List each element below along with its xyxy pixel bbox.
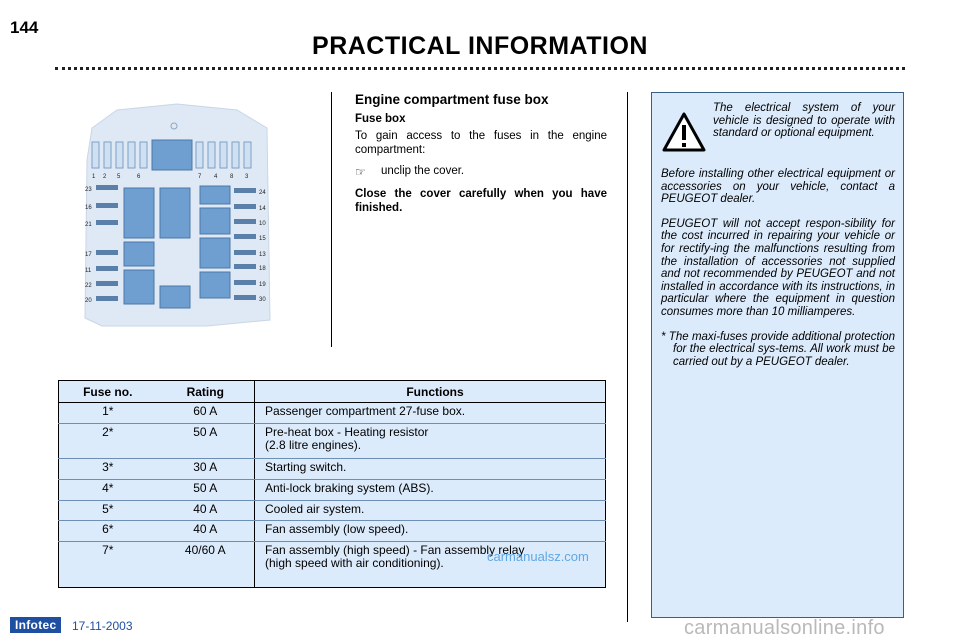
fuse-function: Starting switch. <box>255 459 606 480</box>
instructions-column <box>355 92 607 215</box>
fuse-label: 20 <box>85 298 92 304</box>
fuse-label: 4 <box>214 174 218 180</box>
table-row <box>59 403 606 424</box>
fuse-label: 7 <box>198 174 202 180</box>
fuse-rating: 50 A <box>157 423 255 459</box>
fuse-relay-large <box>152 140 192 170</box>
site-watermark: carmanualsonline.info <box>684 617 885 639</box>
relay-block <box>200 208 230 234</box>
print-date: 17-11-2003 <box>72 619 133 633</box>
fuse-number: 4* <box>59 479 157 500</box>
fuse-slot <box>116 142 123 168</box>
relay-block <box>124 242 154 266</box>
warning-panel <box>651 92 904 618</box>
relay-block <box>160 188 190 238</box>
mini-fuse <box>96 220 118 225</box>
closing-note: Close the cover carefully when you have finished. <box>355 188 607 214</box>
intro-text: To gain access to the fuses in the engine compartment: <box>355 130 607 156</box>
fuse-label: 11 <box>85 268 92 274</box>
function-line: (2.8 litre engines). <box>265 437 362 452</box>
mini-fuse <box>234 250 256 255</box>
fuse-label: 13 <box>259 252 266 258</box>
fuse-slot <box>244 142 251 168</box>
bullet-item <box>355 165 607 179</box>
mini-fuse <box>234 295 256 300</box>
warning-paragraph: PEUGEOT will not accept respon-sibility for the cost incurred in repairing your vehicle or for rectify-ing the malfunctions resulting from the installation of accessories not supplied and not recommended by PEUGEOT and not installed in accordance with its instructions, in particular where the equipment in question consumes more than 10 milliamperes. <box>661 217 895 318</box>
fuse-rating: 40 A <box>157 500 255 521</box>
pointing-hand-icon: ☞ <box>355 165 366 179</box>
page-number: 144 <box>10 18 39 37</box>
mini-fuse <box>96 185 118 190</box>
fuse-label: 16 <box>85 205 92 211</box>
fuse-label: 15 <box>259 236 266 242</box>
table-header-row <box>59 381 606 403</box>
column-header: Functions <box>255 381 606 403</box>
table-row <box>59 479 606 500</box>
mini-fuse <box>96 296 118 301</box>
fuse-label: 2 <box>103 174 107 180</box>
fuse-rating: 30 A <box>157 459 255 480</box>
fuse-slot <box>232 142 239 168</box>
fuse-label: 23 <box>85 187 92 193</box>
top-fuse-row <box>92 140 251 170</box>
fuse-label: 1 <box>92 174 96 180</box>
mini-fuse <box>234 234 256 239</box>
table-row <box>59 423 606 459</box>
fuse-label: 21 <box>85 222 92 228</box>
mini-fuse <box>234 204 256 209</box>
sub-heading: Fuse box <box>355 113 406 125</box>
fuse-number: 1* <box>59 403 157 424</box>
fuse-slot <box>104 142 111 168</box>
relay-block <box>200 238 230 268</box>
mini-fuse <box>234 219 256 224</box>
mini-fuse <box>96 203 118 208</box>
fuse-number: 5* <box>59 500 157 521</box>
fuse-label: 24 <box>259 190 266 196</box>
table-row <box>59 500 606 521</box>
fuse-label: 10 <box>259 221 266 227</box>
table-row <box>59 521 606 542</box>
fuse-function: Anti-lock braking system (ABS). <box>255 479 606 500</box>
fuse-rating: 60 A <box>157 403 255 424</box>
page-title: PRACTICAL INFORMATION <box>312 32 648 60</box>
mini-fuse <box>234 188 256 193</box>
fuse-function: Fan assembly (low speed). <box>255 521 606 542</box>
fuse-rating: 40/60 A <box>157 542 255 588</box>
mini-fuse <box>96 266 118 271</box>
fuse-label: 14 <box>259 206 266 212</box>
fuse-slot <box>208 142 215 168</box>
fuse-label: 5 <box>117 174 121 180</box>
fuse-rating: 40 A <box>157 521 255 542</box>
mini-fuse <box>234 264 256 269</box>
relay-block <box>200 186 230 204</box>
infotec-logo: Infotec <box>10 617 61 633</box>
function-line: Pre-heat box - Heating resistor <box>265 424 429 439</box>
relay-block <box>124 270 154 304</box>
relay-block <box>200 272 230 298</box>
fuse-label: 22 <box>85 283 92 289</box>
fuse-slot <box>128 142 135 168</box>
bullet-text: unclip the cover. <box>381 165 465 177</box>
function-line: Fan assembly (high speed) - Fan assembly relay <box>265 543 525 557</box>
column-header: Fuse no. <box>59 381 157 403</box>
fuse-label: 17 <box>85 252 92 258</box>
fuse-number: 3* <box>59 459 157 480</box>
fuse-label: 8 <box>230 174 234 180</box>
mini-fuse <box>234 280 256 285</box>
section-heading: Engine compartment fuse box <box>355 92 549 107</box>
dotted-separator <box>55 67 905 70</box>
fuse-label: 6 <box>137 174 141 180</box>
fuse-slot <box>220 142 227 168</box>
warning-triangle-icon <box>661 110 707 156</box>
warning-paragraph: Before installing other electrical equipment or accessories on your vehicle, contact a PEUGEOT dealer. <box>661 168 895 206</box>
fuse-function: Cooled air system. <box>255 500 606 521</box>
fuse-label: 3 <box>245 174 249 180</box>
fuse-number: 6* <box>59 521 157 542</box>
warning-lead: The electrical system of your vehicle is designed to operate with standard or optional equipment. <box>713 102 895 140</box>
column-divider-left <box>331 92 332 347</box>
column-divider-right <box>627 92 628 622</box>
fuse-label: 18 <box>259 266 266 272</box>
fuse-slot <box>92 142 99 168</box>
overlay-watermark: carmanualsz.com <box>487 549 589 564</box>
mini-fuse <box>96 250 118 255</box>
fuse-rating: 50 A <box>157 479 255 500</box>
fuse-function <box>255 423 606 459</box>
fuse-number: 2* <box>59 423 157 459</box>
table-row <box>59 459 606 480</box>
mini-fuse <box>96 281 118 286</box>
column-header: Rating <box>157 381 255 403</box>
relay-block <box>124 188 154 238</box>
fuse-number: 7* <box>102 543 114 557</box>
fuse-function: Passenger compartment 27-fuse box. <box>255 403 606 424</box>
relay-block <box>160 286 190 308</box>
fuse-slot <box>140 142 147 168</box>
warning-header <box>661 102 895 156</box>
warning-footnote: * The maxi-fuses provide additional protection for the electrical sys-tems. All work must be carried out by a PEUGEOT dealer. <box>661 330 895 368</box>
fuse-slot <box>196 142 203 168</box>
function-line: (high speed with air conditioning). <box>265 556 444 570</box>
fuse-box-diagram <box>82 100 272 330</box>
fuse-label: 30 <box>259 297 266 303</box>
fuse-label: 19 <box>259 282 266 288</box>
